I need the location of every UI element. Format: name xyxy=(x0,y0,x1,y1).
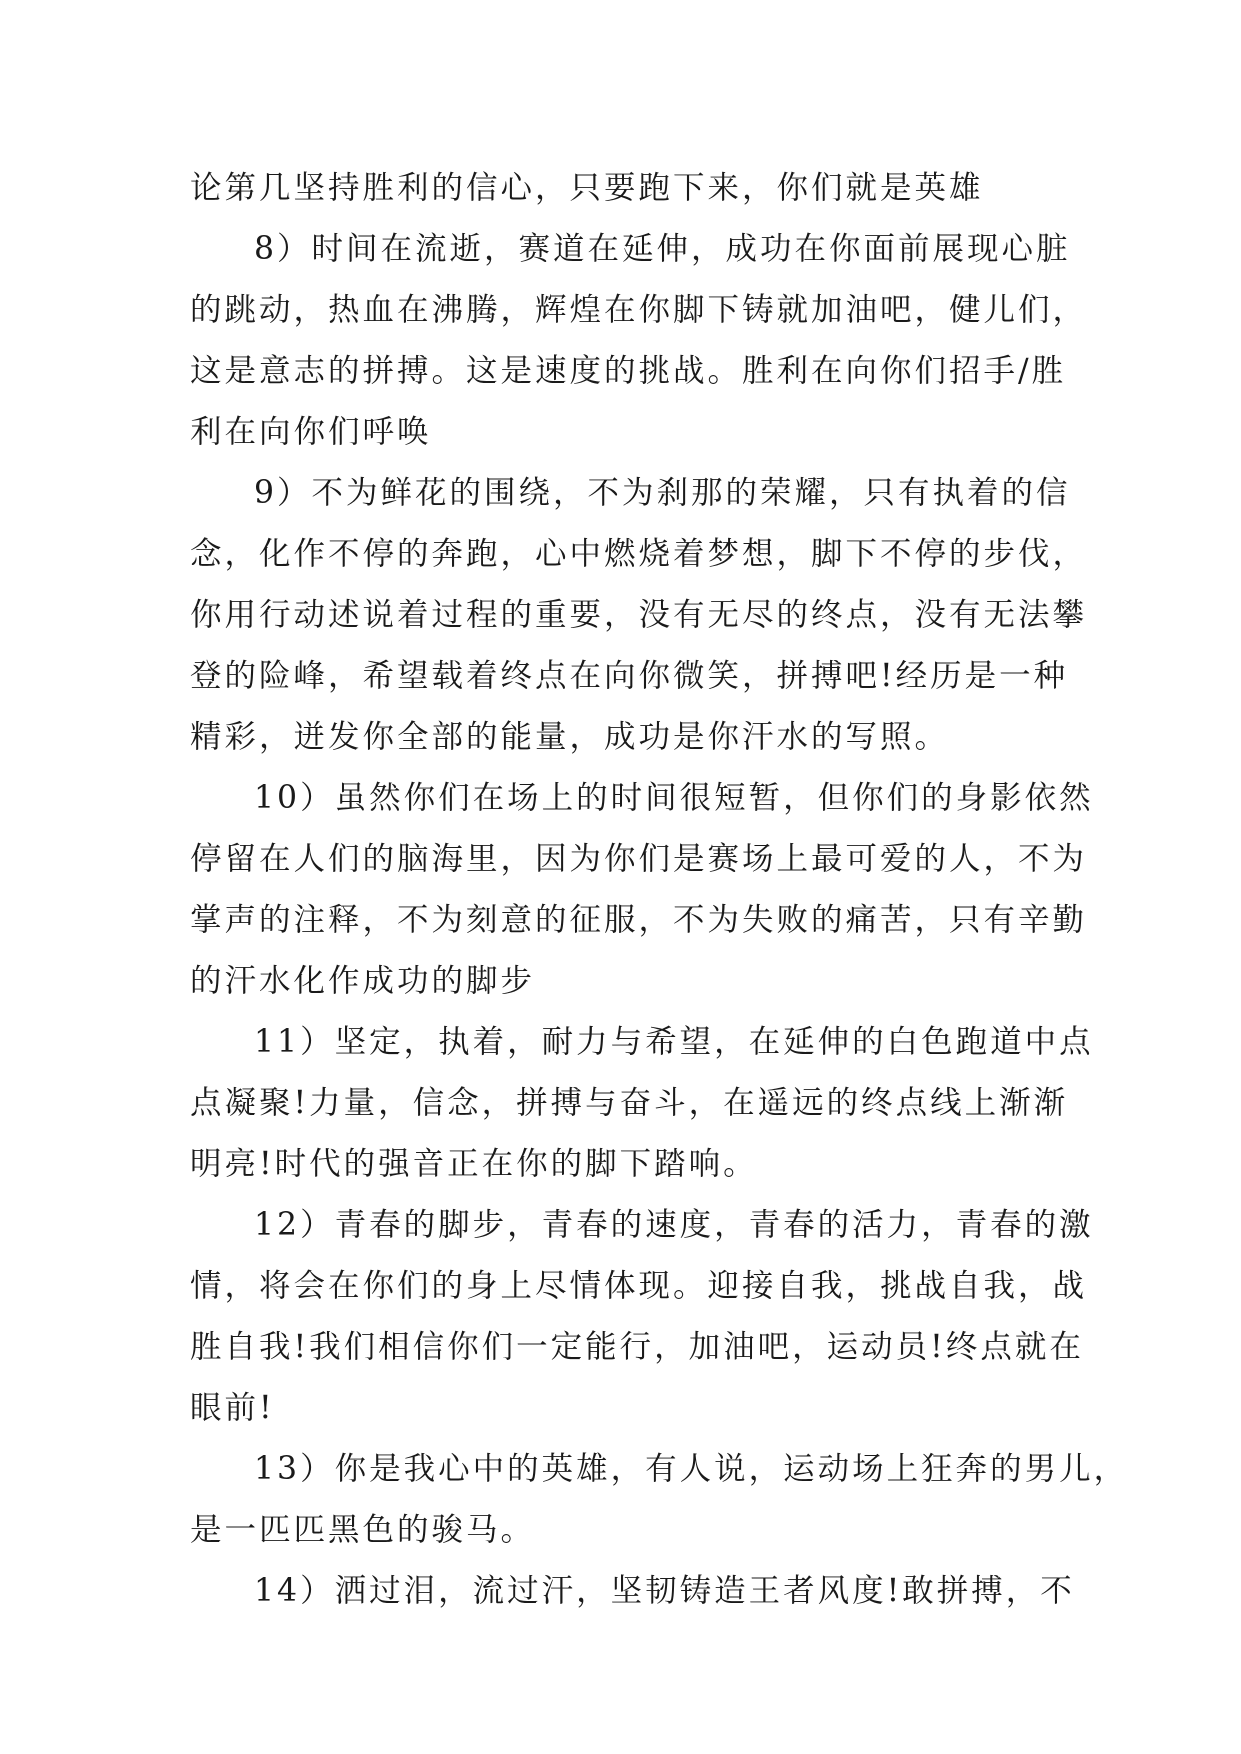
text-line: 精彩，迸发你全部的能量，成功是你汗水的写照。 xyxy=(190,719,950,755)
text-line: 的跳动，热血在沸腾，辉煌在你脚下铸就加油吧，健儿们， xyxy=(190,292,1088,328)
text-line: 眼前! xyxy=(190,1390,275,1426)
text-line: 12）青春的脚步，青春的速度，青春的活力，青春的激 xyxy=(254,1207,1094,1243)
text-line: 掌声的注释，不为刻意的征服，不为失败的痛苦，只有辛勤 xyxy=(190,902,1088,938)
text-line: 登的险峰，希望载着终点在向你微笑，拼搏吧!经历是一种 xyxy=(190,658,1069,694)
text-line: 这是意志的拼搏。这是速度的挑战。胜利在向你们招手/胜 xyxy=(190,353,1067,389)
text-line: 9）不为鲜花的围绕，不为刹那的荣耀，只有执着的信 xyxy=(254,475,1071,511)
text-line: 停留在人们的脑海里，因为你们是赛场上最可爱的人，不为 xyxy=(190,841,1088,877)
text-line: 论第几坚持胜利的信心，只要跑下来，你们就是英雄 xyxy=(190,170,984,206)
text-line: 的汗水化作成功的脚步 xyxy=(190,963,536,999)
text-line: 你用行动述说着过程的重要，没有无尽的终点，没有无法攀 xyxy=(190,597,1088,633)
text-line: 利在向你们呼唤 xyxy=(190,414,432,450)
text-line: 11）坚定，执着，耐力与希望，在延伸的白色跑道中点 xyxy=(254,1024,1094,1060)
text-line: 10）虽然你们在场上的时间很短暂，但你们的身影依然 xyxy=(254,780,1094,816)
text-line: 14）洒过泪，流过汗，坚韧铸造王者风度!敢拼搏，不 xyxy=(254,1573,1075,1609)
text-line: 情，将会在你们的身上尽情体现。迎接自我，挑战自我，战 xyxy=(190,1268,1088,1304)
text-line: 念，化作不停的奔跑，心中燃烧着梦想，脚下不停的步伐， xyxy=(190,536,1088,572)
text-line: 是一匹匹黑色的骏马。 xyxy=(190,1512,536,1548)
body-text xyxy=(190,158,1129,1622)
text-line: 明亮!时代的强音正在你的脚下踏响。 xyxy=(190,1146,758,1182)
text-line: 13）你是我心中的英雄，有人说，运动场上狂奔的男儿， xyxy=(254,1451,1129,1487)
text-line: 点凝聚!力量，信念，拼搏与奋斗，在遥远的终点线上渐渐 xyxy=(190,1085,1069,1121)
text-line: 胜自我!我们相信你们一定能行，加油吧，运动员!终点就在 xyxy=(190,1329,1084,1365)
text-line: 8）时间在流逝，赛道在延伸，成功在你面前展现心脏 xyxy=(254,231,1071,267)
